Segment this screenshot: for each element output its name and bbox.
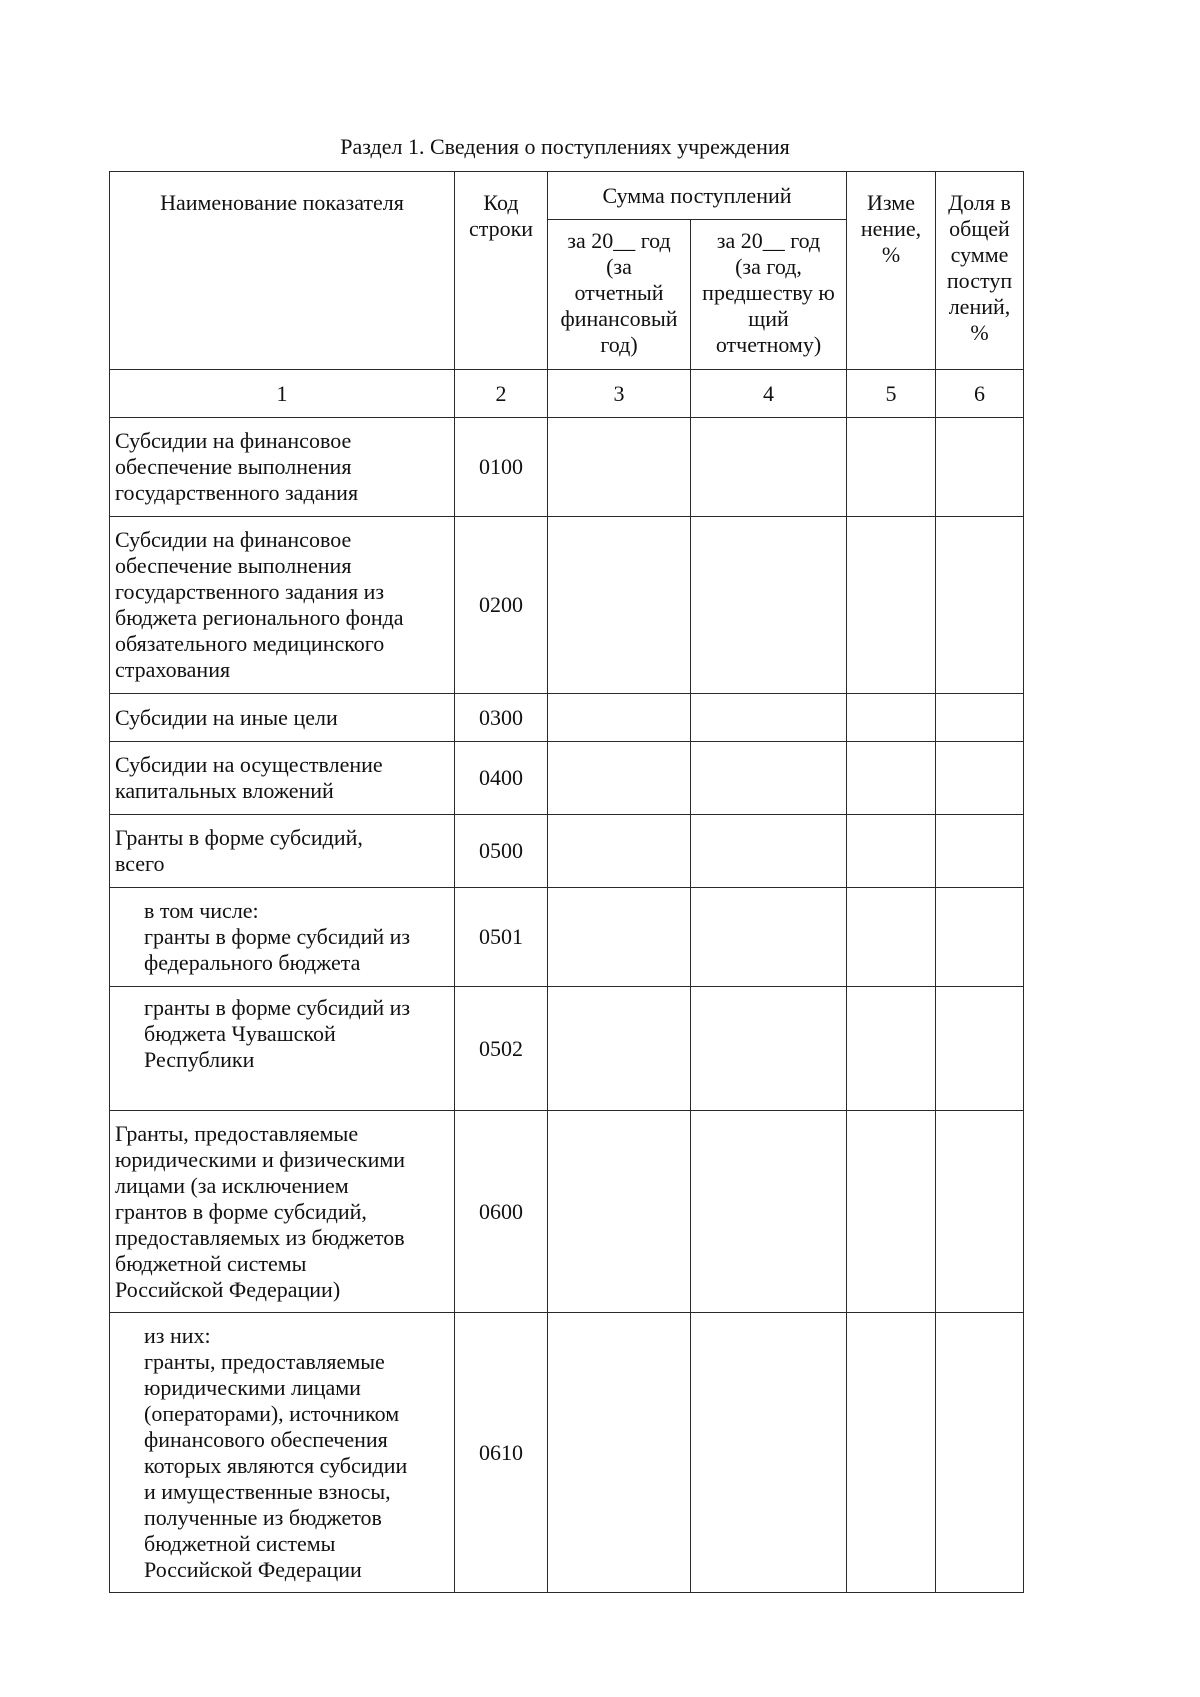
- column-number: 6: [936, 370, 1024, 418]
- table-row: [110, 1111, 1024, 1313]
- value-cell[interactable]: [548, 742, 691, 815]
- value-cell[interactable]: [548, 815, 691, 888]
- table-row: [110, 742, 1024, 815]
- value-cell[interactable]: [847, 815, 936, 888]
- line-code: 0200: [455, 517, 548, 694]
- value-cell[interactable]: [691, 1111, 847, 1313]
- value-cell[interactable]: [936, 742, 1024, 815]
- value-cell[interactable]: [548, 517, 691, 694]
- table-row: [110, 418, 1024, 517]
- value-cell[interactable]: [936, 1313, 1024, 1593]
- column-number: 3: [548, 370, 691, 418]
- indicator-name: Субсидии на финансовое обеспечение выполнения государственного задания из бюджета регионального фонда обязательного медицинского страхования: [110, 517, 455, 694]
- value-cell[interactable]: [847, 987, 936, 1111]
- value-cell[interactable]: [548, 694, 691, 742]
- value-cell[interactable]: [936, 418, 1024, 517]
- value-cell[interactable]: [691, 1313, 847, 1593]
- value-cell[interactable]: [847, 888, 936, 987]
- value-cell[interactable]: [936, 1111, 1024, 1313]
- indicator-name: Субсидии на финансовое обеспечение выполнения государственного задания: [110, 418, 455, 517]
- line-code: 0500: [455, 815, 548, 888]
- line-code: 0400: [455, 742, 548, 815]
- page-title: Раздел 1. Сведения о поступлениях учреждения: [340, 134, 790, 159]
- indicator-name: Субсидии на иные цели: [110, 694, 455, 742]
- line-code: 0610: [455, 1313, 548, 1593]
- line-code: 0502: [455, 987, 548, 1111]
- value-cell[interactable]: [691, 987, 847, 1111]
- table-row: [110, 517, 1024, 694]
- indicator-name: Гранты в форме субсидий, всего: [110, 815, 455, 888]
- value-cell[interactable]: [548, 418, 691, 517]
- table-row: [110, 694, 1024, 742]
- value-cell[interactable]: [691, 418, 847, 517]
- value-cell[interactable]: [691, 815, 847, 888]
- value-cell[interactable]: [691, 694, 847, 742]
- indicator-name: из них: гранты, предоставляемые юридическими лицами (операторами), источником финансового обеспечения которых являются субсидии и имущественные взносы, полученные из бюджетов бюджетной системы Российской Федерации: [110, 1313, 455, 1593]
- line-code: 0501: [455, 888, 548, 987]
- revenue-table: [109, 171, 1024, 1593]
- value-cell[interactable]: [548, 987, 691, 1111]
- value-cell[interactable]: [691, 517, 847, 694]
- column-number: 5: [847, 370, 936, 418]
- header-line-code: Код строки: [455, 172, 548, 370]
- indicator-name: в том числе: гранты в форме субсидий из федерального бюджета: [110, 888, 455, 987]
- table-row: [110, 987, 1024, 1111]
- table-row: [110, 815, 1024, 888]
- header-share-percent: Доля в общей сумме поступ лений, %: [936, 172, 1024, 370]
- column-numbers-row: [110, 370, 1024, 418]
- value-cell[interactable]: [936, 888, 1024, 987]
- header-previous-year: за 20__ год (за год, предшеству ю щий отчетному): [691, 220, 847, 370]
- value-cell[interactable]: [847, 517, 936, 694]
- value-cell[interactable]: [691, 742, 847, 815]
- value-cell[interactable]: [847, 694, 936, 742]
- value-cell[interactable]: [936, 987, 1024, 1111]
- table-row: [110, 888, 1024, 987]
- value-cell[interactable]: [936, 815, 1024, 888]
- header-change-percent: Изме нение, %: [847, 172, 936, 370]
- indicator-name: гранты в форме субсидий из бюджета Чувашской Республики: [110, 987, 455, 1111]
- line-code: 0600: [455, 1111, 548, 1313]
- value-cell[interactable]: [847, 1111, 936, 1313]
- line-code: 0100: [455, 418, 548, 517]
- value-cell[interactable]: [847, 742, 936, 815]
- header-reporting-year: за 20__ год (за отчетный финансовый год): [548, 220, 691, 370]
- value-cell[interactable]: [847, 418, 936, 517]
- value-cell[interactable]: [548, 1313, 691, 1593]
- header-revenue-sum: Сумма поступлений: [548, 172, 847, 220]
- value-cell[interactable]: [936, 517, 1024, 694]
- column-number: 2: [455, 370, 548, 418]
- value-cell[interactable]: [548, 1111, 691, 1313]
- indicator-name: Гранты, предоставляемые юридическими и физическими лицами (за исключением грантов в форме субсидий, предоставляемых из бюджетов бюджетной системы Российской Федерации): [110, 1111, 455, 1313]
- indicator-name: Субсидии на осуществление капитальных вложений: [110, 742, 455, 815]
- table-row: [110, 1313, 1024, 1593]
- value-cell[interactable]: [847, 1313, 936, 1593]
- header-indicator-name: Наименование показателя: [110, 172, 455, 370]
- value-cell[interactable]: [548, 888, 691, 987]
- value-cell[interactable]: [691, 888, 847, 987]
- column-number: 4: [691, 370, 847, 418]
- column-number: 1: [110, 370, 455, 418]
- value-cell[interactable]: [936, 694, 1024, 742]
- line-code: 0300: [455, 694, 548, 742]
